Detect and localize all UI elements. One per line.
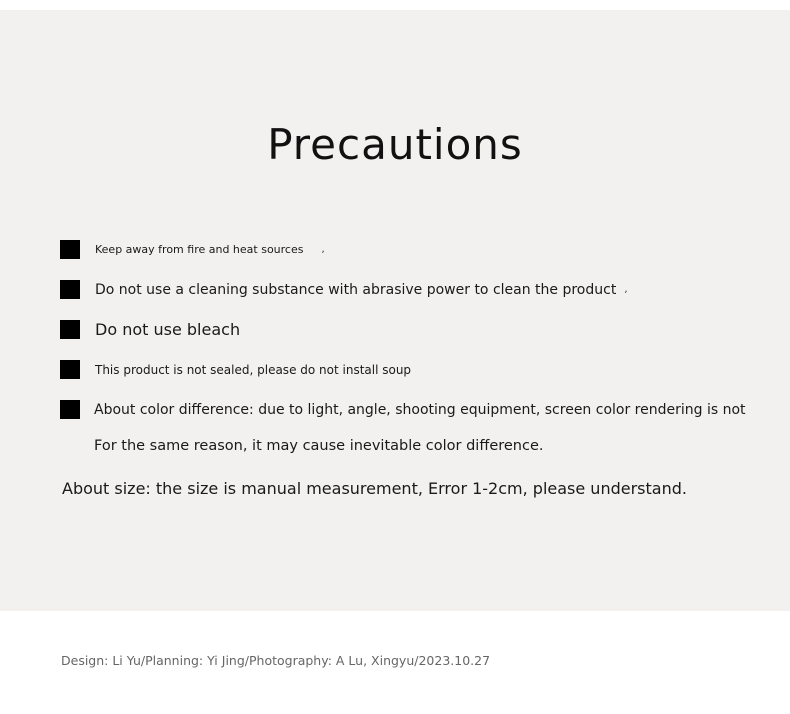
list-item-mark: , <box>624 284 628 295</box>
list-item <box>60 400 746 419</box>
list-item-label: Do not use a cleaning substance with abrasive power to clean the product <box>95 281 617 298</box>
list-item <box>60 320 240 339</box>
list-item <box>60 280 628 299</box>
list-item-label: Keep away from fire and heat sources <box>95 243 304 256</box>
color-note-continuation: For the same reason, it may cause inevitable color difference. <box>94 438 544 454</box>
bullet-square-icon <box>60 320 80 339</box>
list-item <box>60 240 325 259</box>
bullet-square-icon <box>60 240 80 259</box>
bullet-square-icon <box>60 400 80 419</box>
bullet-square-icon <box>60 360 80 379</box>
list-item-label: This product is not sealed, please do not install soup <box>95 362 412 377</box>
list-item <box>60 360 411 379</box>
list-item-label: About color difference: due to light, angle, shooting equipment, screen color rendering is not <box>94 401 746 418</box>
bullet-square-icon <box>60 280 80 299</box>
list-item-label: Do not use bleach <box>95 320 241 339</box>
credits: Design: Li Yu/Planning: Yi Jing/Photography: A Lu, Xingyu/2023.10.27 <box>61 653 491 668</box>
list-item-mark: , <box>321 244 325 255</box>
size-note: About size: the size is manual measurement, Error 1-2cm, please understand. <box>62 479 687 498</box>
precautions-panel <box>0 10 790 611</box>
page-title: Precautions <box>267 120 523 169</box>
